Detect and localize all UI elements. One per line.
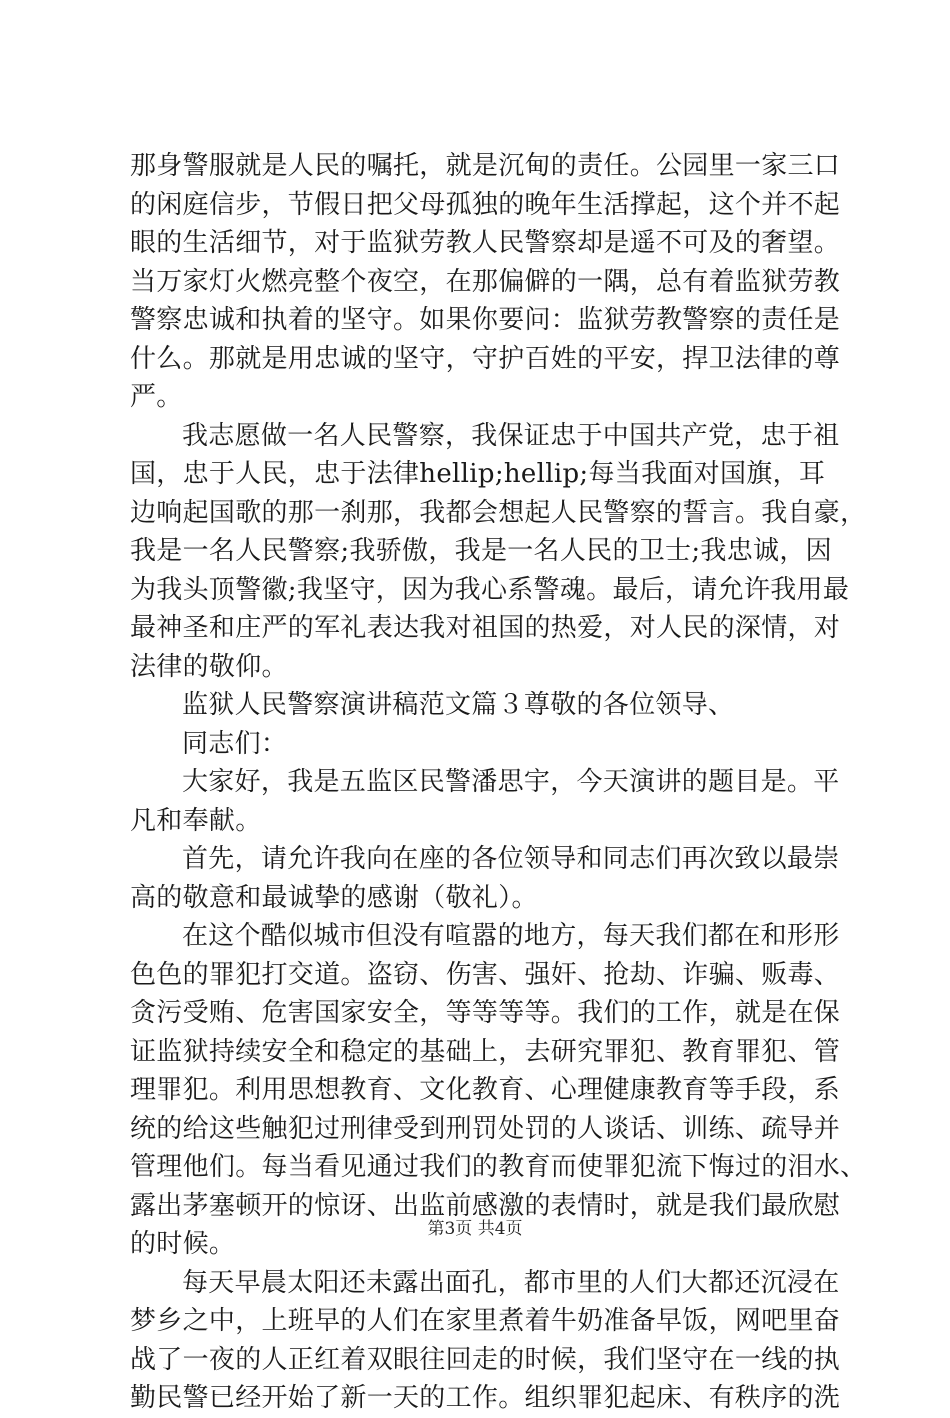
text-line: 法律的敬仰。 xyxy=(130,651,288,682)
text-line: 统的给这些触犯过刑律受到刑罚处罚的人谈话、训练、疏导并 xyxy=(130,1113,841,1144)
section-heading: 监狱人民警察演讲稿范文篇３尊敬的各位领导、 xyxy=(182,690,735,720)
text-line: 严。 xyxy=(130,382,183,412)
text-line: 露出茅塞顿开的惊讶、出监前感激的表情时，就是我们最欣慰 xyxy=(130,1190,841,1221)
text-line: 警察忠诚和执着的坚守。如果你要问：监狱劳教警察的责任是 xyxy=(130,305,841,335)
paragraph-first-line: 首先，请允许我向在座的各位领导和同志们再次致以最崇 xyxy=(182,844,840,874)
text-line: 理罪犯。利用思想教育、文化教育、心理健康教育等手段，系 xyxy=(130,1075,841,1105)
text-line: 那身警服就是人民的嘱托，就是沉甸的责任。公园里一家三口 xyxy=(130,151,841,181)
paragraph-first-line: 每天早晨太阳还未露出面孔，都市里的人们大都还沉浸在 xyxy=(182,1267,840,1298)
text-line: 梦乡之中，上班早的人们在家里煮着牛奶准备早饭，网吧里奋 xyxy=(130,1306,841,1336)
paragraph-first-line: 在这个酷似城市但没有喧嚣的地方，每天我们都在和形形 xyxy=(182,921,840,951)
text-line: 为我头顶警徽;我坚守，因为我心系警魂。最后，请允许我用最 xyxy=(130,574,850,605)
text-line: 当万家灯火燃亮整个夜空，在那偏僻的一隅，总有着监狱劳教 xyxy=(130,266,841,297)
text-line: 勤民警已经开始了新一天的工作。组织罪犯起床、有秩序的洗 xyxy=(130,1383,841,1413)
text-line: 最神圣和庄严的军礼表达我对祖国的热爱，对人民的深情，对 xyxy=(130,613,841,643)
text-line: 高的敬意和最诚挚的感谢（敬礼）。 xyxy=(130,882,538,913)
text-line: 色色的罪犯打交道。盗窃、伤害、强奸、抢劫、诈骗、贩毒、 xyxy=(130,959,841,990)
text-line: 国，忠于人民，忠于法律hellip;hellip;每当我面对国旗，耳 xyxy=(130,459,826,489)
text-line: 的时候。 xyxy=(130,1229,236,1259)
text-line: 边响起国歌的那一刹那，我都会想起人民警察的誓言。我自豪， xyxy=(130,497,867,528)
paragraph-first-line: 大家好，我是五监区民警潘思宇，今天演讲的题目是。平 xyxy=(182,767,840,797)
text-line: 的闲庭信步，节假日把父母孤独的晚年生活撑起，这个并不起 xyxy=(130,189,841,220)
text-line: 我是一名人民警察;我骄傲，我是一名人民的卫士;我忠诚，因 xyxy=(130,536,832,566)
text-line: 贪污受贿、危害国家安全，等等等等。我们的工作，就是在保 xyxy=(130,998,841,1028)
text-line: 证监狱持续安全和稳定的基础上，去研究罪犯、教育罪犯、管 xyxy=(130,1036,841,1067)
salutation: 同志们： xyxy=(182,728,288,759)
paragraph-first-line: 我志愿做一名人民警察，我保证忠于中国共产党，忠于祖 xyxy=(182,420,840,451)
text-line: 管理他们。每当看见通过我们的教育而使罪犯流下悔过的泪水、 xyxy=(130,1152,867,1182)
text-line: 凡和奉献。 xyxy=(130,805,262,836)
text-line: 战了一夜的人正红着双眼往回走的时候，我们坚守在一线的执 xyxy=(130,1344,841,1375)
text-line: 眼的生活细节，对于监狱劳教人民警察却是遥不可及的奢望。 xyxy=(130,228,841,258)
page-number-footer: 第3页 共4页 xyxy=(427,1219,523,1239)
text-line: 什么。那就是用忠诚的坚守，守护百姓的平安，捍卫法律的尊 xyxy=(130,343,841,374)
